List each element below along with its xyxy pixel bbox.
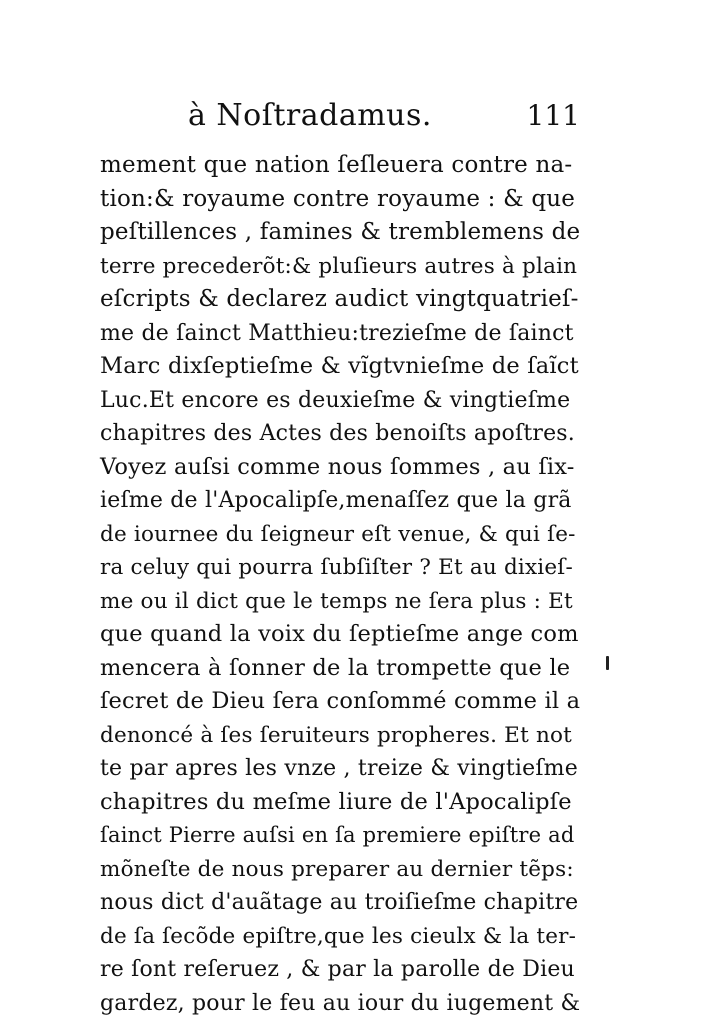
text-line: Marc dixſeptieſme & vĩgtvnieſme de ſaĩct	[100, 353, 579, 379]
text-line: denoncé à ſes ſeruiteurs propheres. Et not	[100, 722, 572, 748]
text-line: te par apres les vnze , treize & vingtieſme	[100, 756, 578, 781]
text-line: de ſa ſecõde epiſtre,que les cieulx & la ter-	[100, 923, 577, 949]
text-line: chapitres des Actes des benoiſts apoſtres.	[100, 421, 575, 446]
text-line: re ſont reſeruez , & par la parolle de Dieu	[100, 957, 575, 982]
text-line: mencera à ſonner de la trompette que le	[100, 654, 571, 681]
running-title: à Noſtradamus.	[188, 98, 432, 133]
text-line: eſcripts & declarez audict vingtquatrieſ-	[100, 286, 579, 312]
body-text	[100, 149, 580, 1020]
text-line: ieſme de l'Apocalipſe,menaſſez que la grã	[100, 488, 572, 513]
running-head	[100, 96, 580, 136]
text-line: mõneſte de nous preparer au dernier tẽps:	[100, 856, 574, 882]
text-line: me de ſainct Matthieu:trezieſme de ſainct	[100, 320, 574, 346]
text-line: Luc.Et encore es deuxieſme & vingtieſme	[100, 387, 571, 413]
text-line: tion:& royaume contre royaume : & que	[100, 185, 576, 212]
text-line: me ou il dict que le temps ne ſera plus : Et	[100, 588, 573, 614]
text-line: ſecret de Dieu ſera conſommé comme il a	[100, 688, 581, 714]
ink-speck	[606, 656, 609, 670]
page-number: 111	[526, 99, 580, 132]
text-line: terre precederõt:& pluſieurs autres à plain	[100, 253, 578, 279]
text-line: nous dict d'auãtage au troiſieſme chapitre	[100, 890, 579, 915]
text-line: chapitres du meſme liure de l'Apocalipſe	[100, 788, 572, 815]
text-line: peſtillences , famines & tremblemens de	[100, 219, 581, 245]
text-line: Voyez auſsi comme nous ſommes , au ſix-	[100, 453, 575, 480]
text-line: mement que nation ſeſleuera contre na-	[100, 152, 573, 178]
text-line: de iournee du ſeigneur eſt venue, & qui ſe-	[100, 521, 576, 547]
text-line: que quand la voix du ſeptieſme ange com	[100, 621, 579, 647]
text-line: ſainct Pierre auſsi en ſa premiere epiſtre ad	[100, 823, 575, 847]
text-line: ra celuy qui pourra ſubſiſter ? Et au dixieſ-	[100, 555, 573, 580]
text-line: gardez, pour le feu au iour du iugement &	[100, 990, 581, 1016]
